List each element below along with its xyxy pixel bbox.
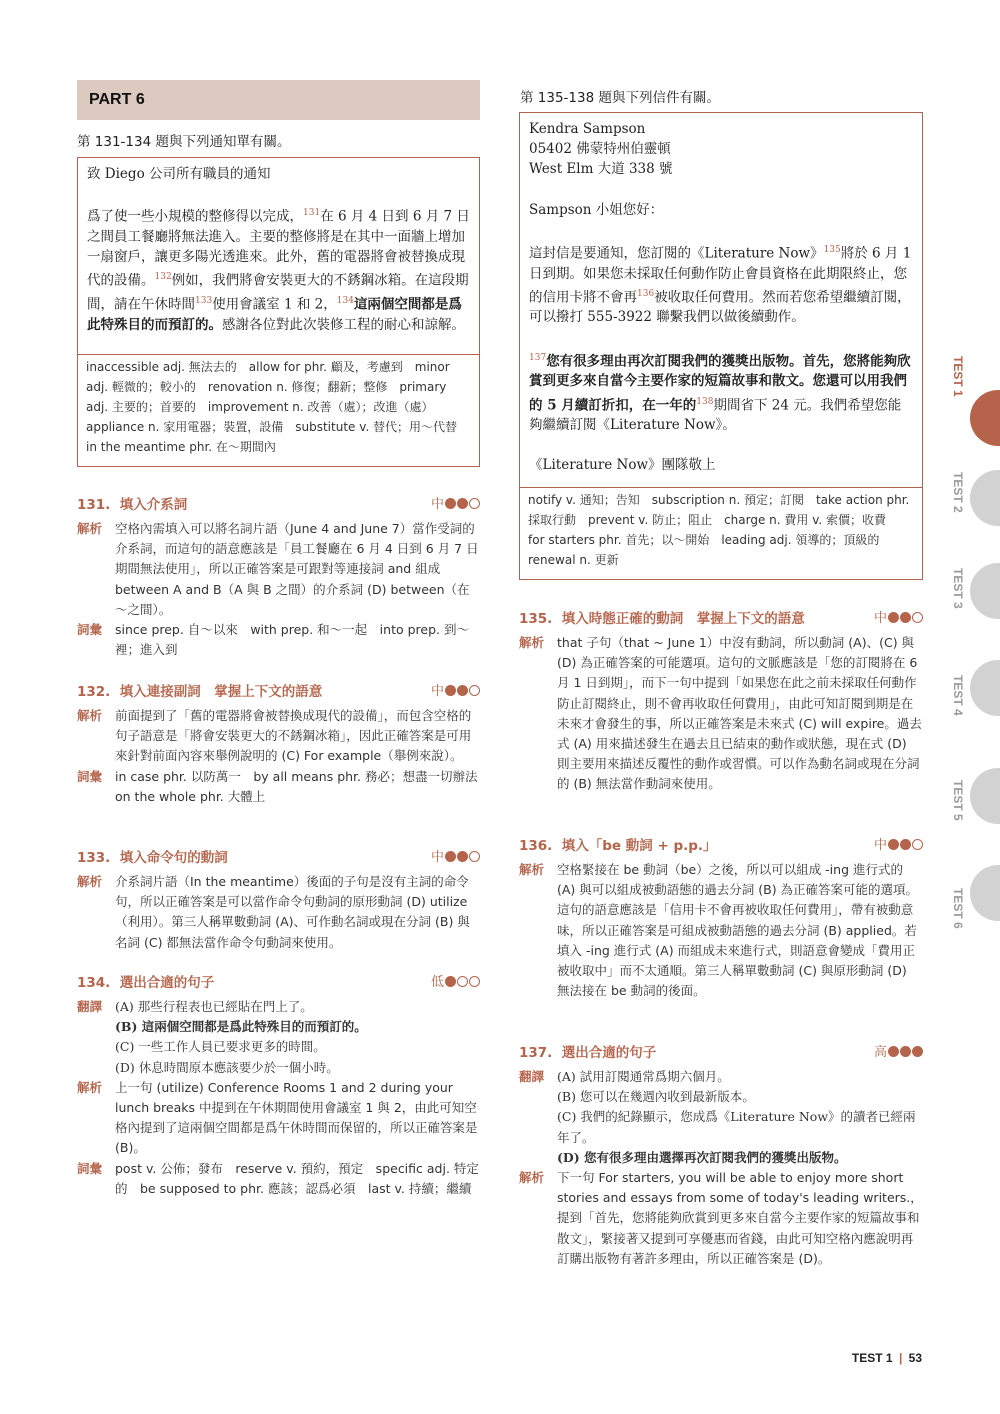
- question-title: 填入命令句的動詞: [119, 850, 228, 866]
- difficulty-label: 中: [873, 838, 887, 853]
- letter-addressee: Kendra Sampson: [529, 121, 646, 137]
- question-133: [77, 846, 480, 953]
- row-label: 解析: [519, 635, 545, 650]
- explanation-row: [77, 706, 480, 767]
- tab-label-test-4[interactable]: TEST 4: [951, 675, 965, 716]
- translation-row: [519, 1067, 923, 1168]
- footer-separator: |: [898, 1351, 903, 1365]
- notice-vocab: inaccessible adj. 無法去的 allow for phr. 顧及，考慮到 minor adj. 輕微的；較小的 renovation n. 修復；翻新；整修 primary adj. 主要的；首要的 improvement n. 改善（處）；改進（處） appliance n. 家用電器；裝置，設備 substitute v. 替代；用～代替 in the meantime phr. 在～期間內: [78, 354, 479, 459]
- passage-text: 使用會議室 1 和 2，: [212, 296, 337, 313]
- letter-vocab: notify v. 通知；告知 subscription n. 預定；訂閱 take action phr. 採取行動 prevent v. 防止；阻止 charge n. 費用 v. 索價；收費 for starters phr. 首先；以～開始 leading adj. 領導的；頂級的 renewal n. 更新: [520, 487, 922, 572]
- difficulty-rating: [431, 971, 480, 990]
- tab-test-1[interactable]: [970, 390, 1000, 446]
- tab-test-4[interactable]: [970, 660, 1000, 716]
- page-footer: [852, 1351, 922, 1365]
- row-label: 解析: [77, 521, 103, 536]
- passage-text: 將於 6 月 1 日到期。如果您未採取任何動作防止會員資格在此期限終止，您的信用卡將不會再: [529, 245, 912, 306]
- row-label: 解析: [77, 708, 103, 723]
- row-text: 空格內需填入可以將名詞片語（June 4 and June 7）當作受詞的介系詞，而這句的語意應該是「員工餐廳在 6 月 4 日到 6 月 7 日期間無法使用」，所以正確答案是可跟對等連接詞 and 組成 between A and B（A 與 B 之間）的介系詞 (D) between（在～之間）。: [115, 521, 479, 617]
- question-number: 131.: [77, 497, 111, 513]
- notice-box: [77, 157, 480, 467]
- row-text: in case phr. 以防萬一 by all means phr. 務必；想盡一切辦法 on the whole phr. 大體上: [115, 768, 491, 804]
- question-header: [77, 493, 480, 513]
- question-number: 132.: [77, 684, 111, 700]
- letter-greeting: Sampson 小姐您好：: [529, 201, 664, 218]
- question-131: [77, 493, 480, 660]
- blank-marker-136: 136: [637, 288, 655, 299]
- notice-passage: [87, 164, 470, 335]
- difficulty-dot-empty: [912, 612, 923, 623]
- question-title: 選出合適的句子: [119, 975, 215, 991]
- letter-paragraph: [529, 348, 914, 436]
- question-number: 137.: [519, 1045, 553, 1061]
- page-number: 53: [908, 1351, 922, 1365]
- difficulty-label: 中: [430, 684, 444, 699]
- option-d: (D) 休息時間原本應該要少於一個小時。: [115, 1059, 339, 1075]
- difficulty-label: 中: [430, 850, 444, 865]
- translation-row: [77, 997, 480, 1078]
- tab-label-test-6[interactable]: TEST 6: [951, 888, 965, 929]
- difficulty-dot-empty: [912, 839, 923, 850]
- question-title: 填入介系詞: [119, 497, 188, 513]
- difficulty-label: 中: [873, 611, 887, 626]
- passage-text: 您有很多理由再次訂閱我們的獲獎出版物。首先，您將能夠欣賞到更多來自當今主要作家的短篇故事和散文。您還可以用我們的 5 月續訂折扣，在一年的: [529, 353, 911, 414]
- difficulty-rating: [874, 834, 923, 853]
- question-title: 填入時態正確的動詞 掌握上下文的語意: [561, 611, 805, 627]
- tab-test-5[interactable]: [970, 768, 1000, 824]
- question-header: [519, 1041, 923, 1061]
- explanation-row: [77, 519, 480, 620]
- difficulty-rating: [874, 1041, 923, 1060]
- question-header: [77, 846, 480, 866]
- difficulty-dot-filled: [888, 1046, 899, 1057]
- blank-marker-132: 132: [154, 272, 172, 283]
- question-132: [77, 680, 491, 807]
- letter-signoff: 《Literature Now》團隊敬上: [529, 457, 716, 474]
- passage-text: 期間省下 24 元。我們希望您能夠繼續訂閱《Literature Now》。: [529, 397, 902, 434]
- tab-label-test-2[interactable]: TEST 2: [951, 472, 965, 513]
- question-135: [519, 607, 923, 795]
- row-text: post v. 公佈；發布 reserve v. 預約，預定 specific adj. 特定的 be supposed to phr. 應該；認爲必須 last v. 持續；繼續: [115, 1160, 479, 1196]
- blank-marker-138: 138: [696, 396, 714, 407]
- row-text: 上一句 (utilize) Conference Rooms 1 and 2 during your lunch breaks 中提到在午休期間使用會議室 1 與 2，由此可知空格內提到了這兩個空間都是爲午休時間而保留的，所以正確答案是 (B)。: [115, 1079, 478, 1156]
- difficulty-rating: [874, 607, 923, 626]
- question-number: 135.: [519, 611, 553, 627]
- translation-options: [557, 1067, 923, 1168]
- difficulty-rating: [431, 846, 480, 865]
- passage-text: 爲了使一些小規模的整修得以完成，: [87, 208, 303, 225]
- row-text: 空格緊接在 be 動詞（be）之後，所以可以組成 -ing 進行式的 (A) 與可以組成被動語態的過去分詞 (B) 為正確答案可能的選項。這句的語意應該是「信用卡不會再被收取任何費用」，帶有被動意味，所以正確答案是可組成被動語態的過去分詞 (B) applied。若填入 -ing 進行式 (A) 而組成未來進行式，則語意會變成「費用正被收取中」而不太通順。第三人稱單數動詞 (C) 與原形動詞 (D) 無法接在 be 動詞的後面。: [557, 862, 919, 999]
- option-c: (C) 一些工作人員已要求更多的時間。: [115, 1039, 326, 1055]
- explanation-row: [77, 872, 480, 953]
- notice-paragraph: [87, 203, 470, 335]
- footer-test-label: TEST 1: [851, 1351, 893, 1365]
- question-header: [77, 680, 480, 700]
- difficulty-label: 高: [873, 1045, 887, 1060]
- blank-marker-131: 131: [303, 208, 321, 219]
- question-number: 134.: [77, 975, 111, 991]
- row-label: 詞彙: [77, 1160, 103, 1176]
- difficulty-label: 中: [430, 497, 444, 512]
- tab-test-6[interactable]: [970, 865, 1000, 921]
- explanation-row: [519, 1168, 923, 1269]
- question-number: 133.: [77, 850, 111, 866]
- option-d: (D) 您有很多理由選擇再次訂閱我們的獲獎出版物。: [557, 1149, 847, 1165]
- passage-text: 例如，我們將會安裝更大的不銹鋼冰箱。在這段期間，請在午休時間: [87, 272, 469, 313]
- difficulty-dot-filled: [445, 976, 456, 987]
- difficulty-dot-filled: [900, 1046, 911, 1057]
- row-label: 解析: [77, 874, 103, 889]
- letter-passage: [529, 119, 914, 476]
- difficulty-dot-filled: [445, 498, 456, 509]
- question-136: [519, 834, 923, 1001]
- tab-label-test-5[interactable]: TEST 5: [951, 780, 965, 821]
- vocab-row: [77, 1159, 480, 1199]
- letter-address-line: West Elm 大道 338 號: [529, 161, 673, 178]
- part-title: PART 6: [89, 91, 145, 108]
- question-header: [519, 607, 923, 627]
- passage-text: 在 6 月 4 日到 6 月 7 日之間員工餐廳將無法進入。主要的整修將是在其中一面牆上增加一扇窗戶，讓更多陽光透進來。此外，舊的電器將會被替換成現代的設備。: [87, 208, 470, 289]
- tab-label-test-1[interactable]: TEST 1: [951, 356, 965, 397]
- blank-marker-133: 133: [195, 296, 213, 307]
- row-label: 翻譯: [77, 999, 103, 1014]
- difficulty-dot-filled: [457, 685, 468, 696]
- difficulty-dot-filled: [457, 498, 468, 509]
- question-title: 填入「be 動詞 + p.p.」: [561, 838, 717, 854]
- difficulty-rating: [431, 680, 480, 699]
- difficulty-dot-filled: [900, 839, 911, 850]
- part-header: [77, 80, 480, 120]
- difficulty-dot-filled: [457, 851, 468, 862]
- difficulty-dot-filled: [900, 612, 911, 623]
- tab-label-test-3[interactable]: TEST 3: [951, 568, 965, 609]
- blank-marker-137: 137: [529, 352, 547, 363]
- row-label: 解析: [519, 862, 545, 877]
- notice-title: 致 Diego 公司所有職員的通知: [87, 166, 271, 182]
- row-text: 前面提到了「舊的電器將會被替換成現代的設備」，而包含空格的句子語意是「將會安裝更大的不銹鋼冰箱」，因此正確答案是可用來針對前面內容來舉例說明的 (C) For example（舉例來說）。: [115, 708, 472, 764]
- difficulty-dot-filled: [888, 839, 899, 850]
- row-label: 解析: [77, 1079, 103, 1095]
- translation-options: [115, 997, 480, 1078]
- tab-test-3[interactable]: [970, 563, 1000, 619]
- option-b: (B) 您可以在幾週內收到最新版本。: [557, 1089, 755, 1105]
- tab-test-2[interactable]: [970, 470, 1000, 526]
- row-text: 介系詞片語（In the meantime）後面的子句是沒有主詞的命令句，所以正確答案是可以當作命令句動詞的原形動詞 (D) utilize（利用）。第三人稱單數動詞 (A)、可作動名詞或現在分詞 (B) 與名詞 (C) 都無法當作命令句動詞來使用。: [115, 874, 470, 950]
- explanation-row: [519, 860, 923, 1001]
- row-text: that 子句（that ~ June 1）中沒有動詞，所以動詞 (A)、(C) 與 (D) 為正確答案的可能選項。這句的文脈應該是「您的訂閱將在 6 月 1 日到期」，而下一句中提到「如果您在此之前未採取任何動作防止訂閱終止，則不會再收取任何費用」，由此可知訂閱到期是在未來才會發生的事，所以正確答案是未來式 (C) will expire。過去式 (A) 用來描述發生在過去且已結束的動作或狀態，現在式 (D) 則主要用來描述反覆性的動作或習慣。可以作為動名詞或現在分詞的 (B) 無法當作動詞來使用。: [557, 635, 922, 792]
- row-label: 翻譯: [519, 1069, 545, 1084]
- letter-address-line: 05402 佛蒙特州伯靈頓: [529, 141, 671, 158]
- answer-sentence: 這兩個空間都是爲此特殊目的而預訂的。: [87, 296, 462, 333]
- row-label: 解析: [519, 1170, 545, 1186]
- difficulty-dot-filled: [445, 851, 456, 862]
- option-b: (B) 這兩個空間都是爲此特殊目的而預訂的。: [115, 1019, 367, 1035]
- option-a: (A) 試用訂閱通常爲期六個月。: [557, 1069, 730, 1084]
- question-title: 選出合適的句子: [561, 1045, 657, 1061]
- question-title: 填入連接副詞 掌握上下文的語意: [119, 684, 323, 700]
- letter-box: [519, 112, 923, 580]
- difficulty-dot-empty: [469, 976, 480, 987]
- difficulty-dot-filled: [445, 685, 456, 696]
- vocab-row: [77, 767, 491, 807]
- difficulty-dot-empty: [469, 851, 480, 862]
- difficulty-dot-filled: [912, 1046, 923, 1057]
- row-label: 詞彙: [77, 622, 103, 638]
- row-label: 詞彙: [77, 768, 103, 784]
- question-137: [519, 1041, 923, 1269]
- explanation-row: [77, 1078, 480, 1159]
- option-a: (A) 那些行程表也已經貼在門上了。: [115, 999, 313, 1014]
- vocab-row: [77, 620, 480, 660]
- passage-text: 這封信是要通知，您訂閱的《Literature Now》: [529, 245, 824, 262]
- explanation-row: [519, 633, 923, 795]
- row-text: since prep. 自～以來 with prep. 和～一起 into prep. 到～裡；進入到: [115, 622, 469, 658]
- left-intro: 第 131-134 題與下列通知單有關。: [77, 134, 291, 150]
- difficulty-dot-empty: [469, 685, 480, 696]
- question-number: 136.: [519, 838, 553, 854]
- difficulty-dot-filled: [888, 612, 899, 623]
- passage-text: 被收取任何費用。然而若您希望繼續訂閱，可以撥打 555-3922 聯繫我們以做後續動作。: [529, 289, 911, 326]
- question-header: [519, 834, 923, 854]
- option-c: (C) 我們的紀錄顯示，您成爲《Literature Now》的讀者已經兩年了。: [557, 1109, 916, 1145]
- passage-text: 感謝各位對此次裝修工程的耐心和諒解。: [222, 316, 465, 333]
- difficulty-label: 低: [430, 975, 444, 990]
- letter-paragraph: [529, 240, 914, 328]
- blank-marker-134: 134: [336, 296, 354, 307]
- right-intro: 第 135-138 題與下列信件有關。: [520, 90, 720, 106]
- question-134: [77, 971, 480, 1199]
- blank-marker-135: 135: [823, 244, 841, 255]
- difficulty-rating: [431, 493, 480, 512]
- difficulty-dot-empty: [469, 498, 480, 509]
- question-header: [77, 971, 480, 991]
- row-text: 下一句 For starters, you will be able to enjoy more short stories and essays from some of today's leading writers.，提到「首先，您將能夠欣賞到更多來自當今主要作家的短篇故事和散文」，緊接著又提到可享優惠而省錢，由此可知空格內應說明再訂購出版物有著許多理由，所以正確答案是 (D)。: [557, 1170, 923, 1266]
- difficulty-dot-empty: [457, 976, 468, 987]
